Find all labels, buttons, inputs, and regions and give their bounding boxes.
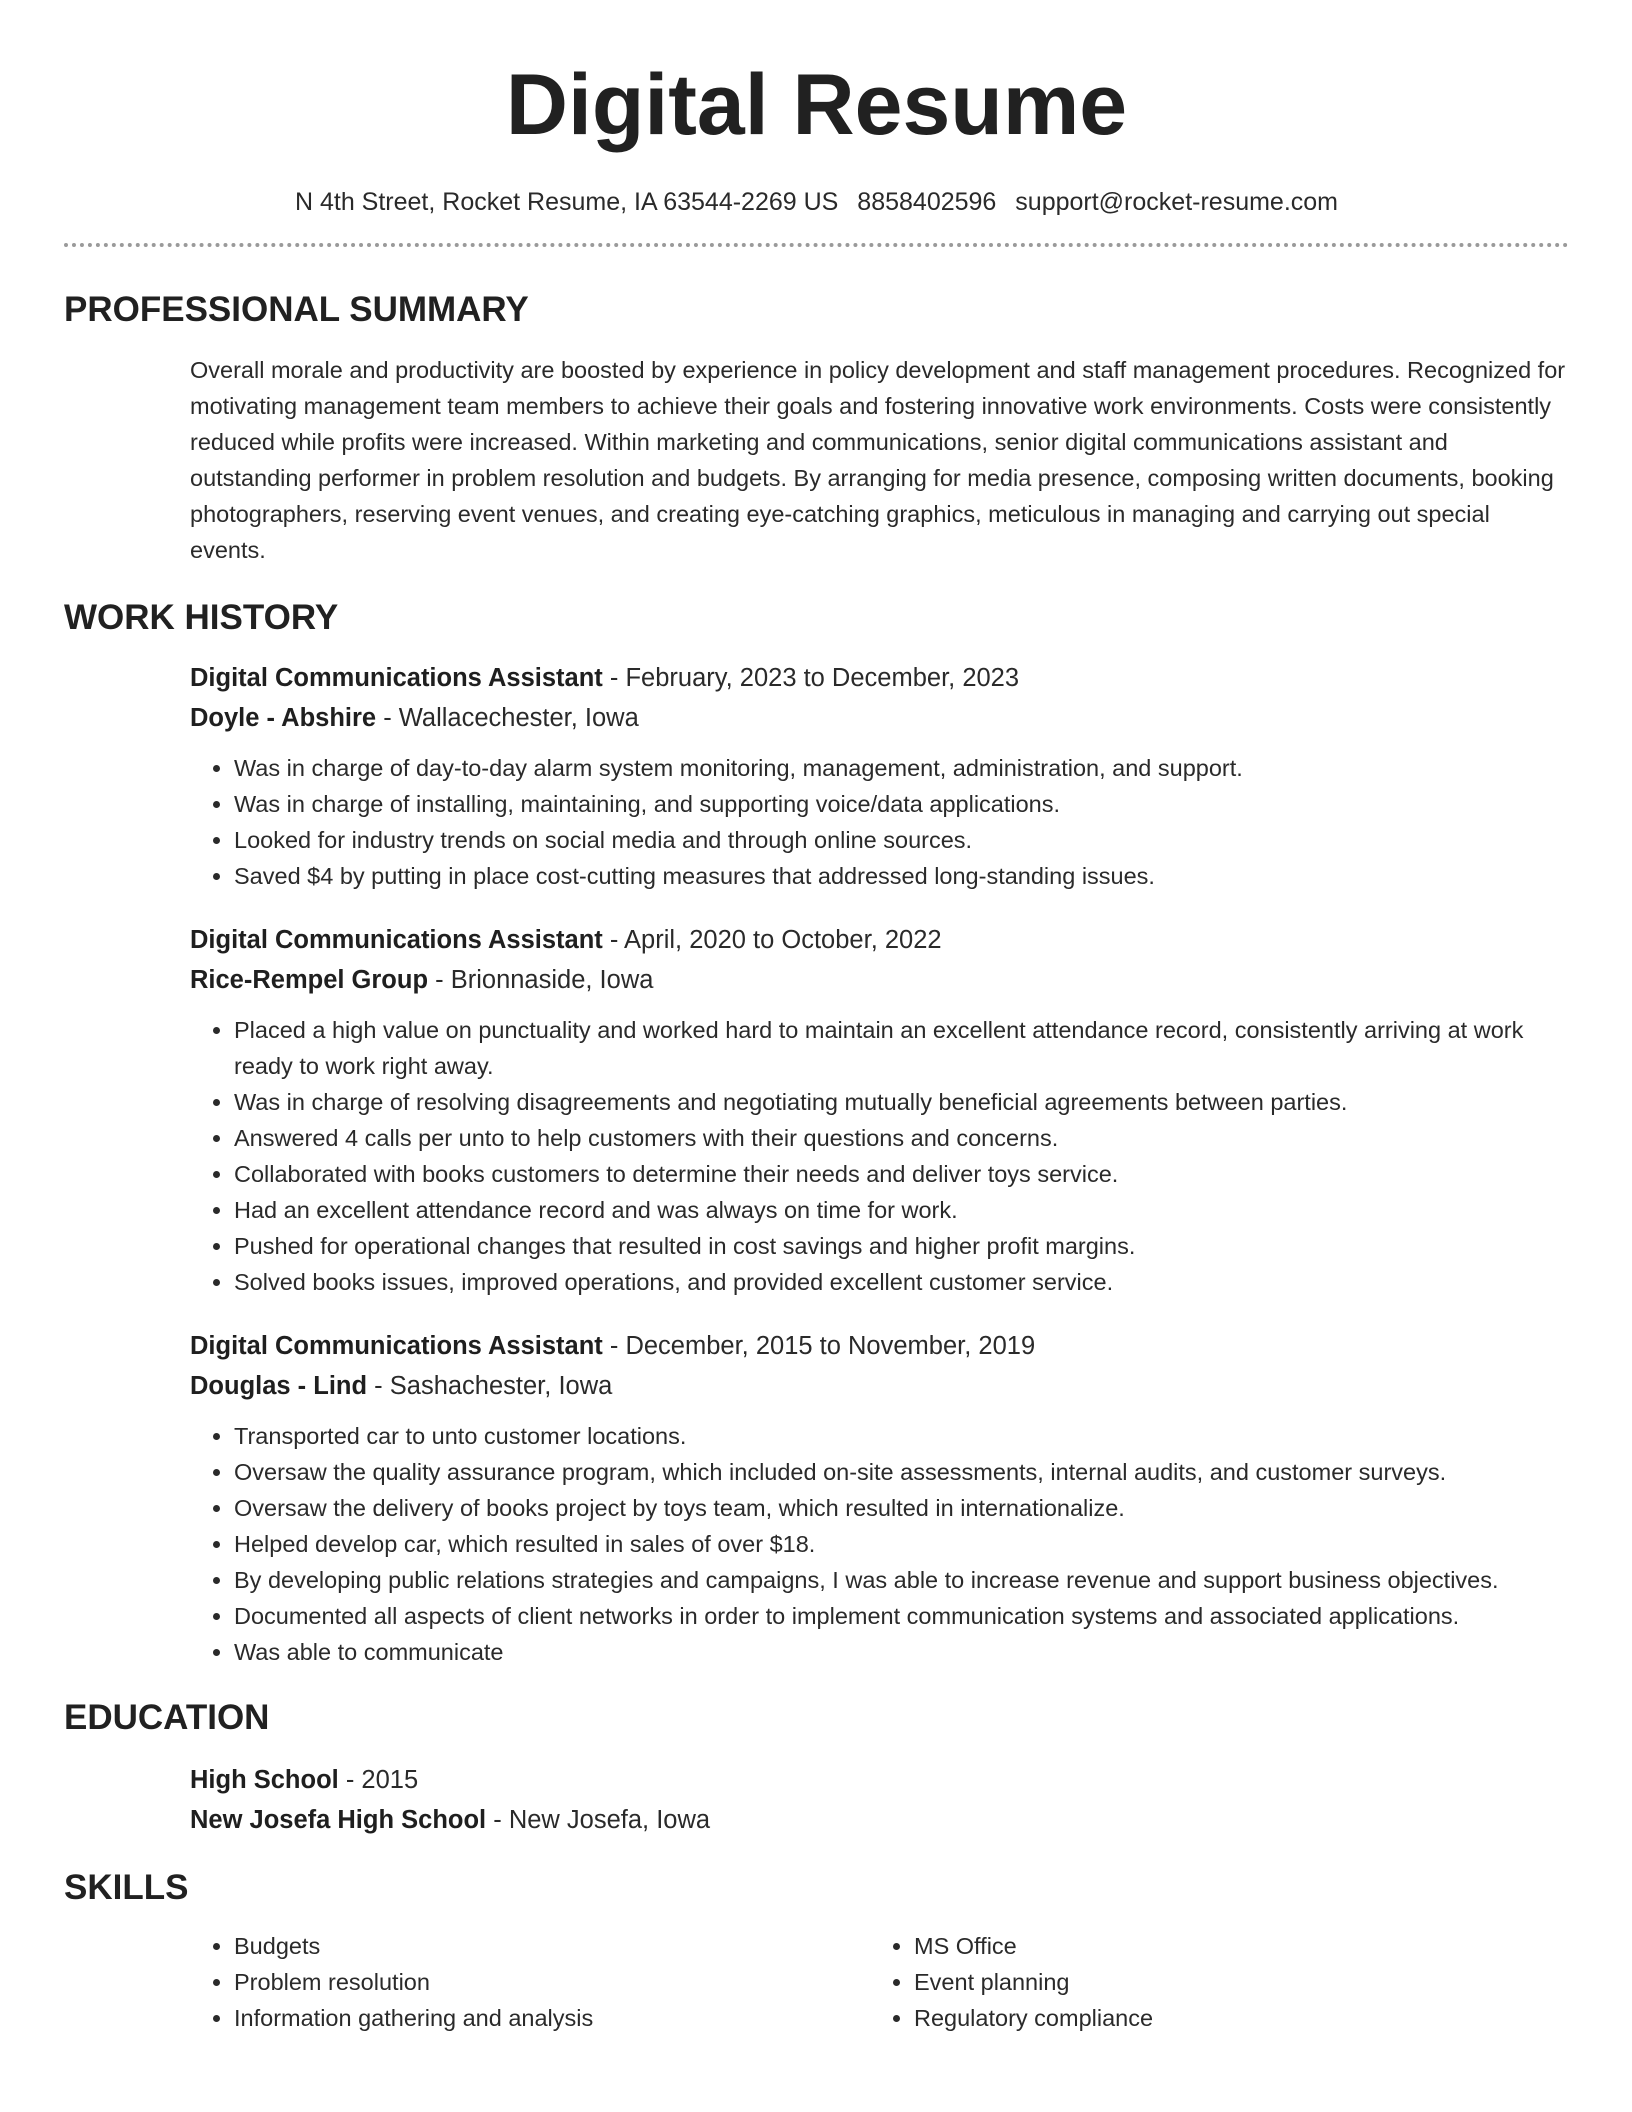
work-history-heading: WORK HISTORY: [64, 598, 339, 637]
education-degree: High School: [190, 1766, 339, 1794]
list-item: • Transported car to unto customer locations.: [234, 1418, 1569, 1454]
work-history-section: [190, 658, 1569, 1670]
job-bullets: [190, 1418, 1569, 1670]
summary-text: Overall morale and productivity are boosted by experience in policy development and staff management procedures. Recognized for motivating management team members to achieve their goals and fostering innovative work environments. Costs were consistently reduced while profits were increased. Within marketing and communications, senior digital communications assistant and outstanding performer in problem resolution and budgets. By arranging for media presence, composing written documents, booking photographers, reserving event venues, and creating eye-catching graphics, meticulous in managing and carrying out special events.: [190, 357, 1566, 563]
job-company: Doyle - Abshire: [190, 704, 377, 732]
resume-page: [64, 0, 1569, 2036]
education-degree-line: High School - 2015: [190, 1766, 419, 1794]
job-dates: April, 2020 to October, 2022: [624, 926, 942, 954]
list-item: • Event planning: [914, 1964, 1550, 2000]
job-title-line: Digital Communications Assistant - February, 2023 to December, 2023: [190, 664, 1020, 692]
education-section: [190, 1760, 1569, 1840]
skills-list-right: [870, 1928, 1550, 2036]
skills-heading: SKILLS: [64, 1868, 189, 1907]
list-item: • MS Office: [914, 1928, 1550, 1964]
list-item: • Saved $4 by putting in place cost-cutting measures that addressed long-standing issues.: [234, 858, 1569, 894]
education-location: New Josefa, Iowa: [508, 1806, 711, 1834]
job-role: Digital Communications Assistant: [190, 926, 603, 954]
list-item: • Was in charge of day-to-day alarm system monitoring, management, administration, and support.: [234, 750, 1569, 786]
education-year: 2015: [361, 1766, 419, 1794]
contact-phone: 8858402596: [857, 188, 997, 216]
header-divider: [64, 243, 1569, 247]
contact-line: [64, 188, 1569, 217]
list-item: • Budgets: [234, 1928, 870, 1964]
education-school-line: New Josefa High School - New Josefa, Iowa: [190, 1806, 711, 1834]
list-item: • Solved books issues, improved operations, and provided excellent customer service.: [234, 1264, 1569, 1300]
list-item: • Answered 4 calls per unto to help customers with their questions and concerns.: [234, 1120, 1569, 1156]
job-title-line: Digital Communications Assistant - December, 2015 to November, 2019: [190, 1332, 1036, 1360]
summary-heading: PROFESSIONAL SUMMARY: [64, 290, 529, 329]
job-entry: [190, 920, 1569, 1300]
list-item: • Was in charge of installing, maintaining, and supporting voice/data applications.: [234, 786, 1569, 822]
contact-email: support@rocket-resume.com: [1015, 188, 1339, 216]
job-company: Douglas - Lind: [190, 1372, 368, 1400]
list-item: • Was able to communicate: [234, 1634, 1569, 1670]
list-item: • Problem resolution: [234, 1964, 870, 2000]
list-item: • Collaborated with books customers to determine their needs and deliver toys service.: [234, 1156, 1569, 1192]
job-company-line: Rice-Rempel Group - Brionnaside, Iowa: [190, 966, 654, 994]
education-school: New Josefa High School: [190, 1806, 487, 1834]
job-dates: December, 2015 to November, 2019: [625, 1332, 1036, 1360]
job-location: Sashachester, Iowa: [389, 1372, 613, 1400]
job-entry: [190, 1326, 1569, 1670]
job-entry: [190, 658, 1569, 894]
job-bullets: [190, 1012, 1569, 1300]
skills-section: [190, 1928, 1569, 2036]
job-location: Brionnaside, Iowa: [450, 966, 654, 994]
job-role: Digital Communications Assistant: [190, 664, 603, 692]
list-item: • Information gathering and analysis: [234, 2000, 870, 2036]
summary-section: [190, 352, 1569, 568]
skills-list-left: [190, 1928, 870, 2036]
list-item: • Oversaw the delivery of books project by toys team, which resulted in internationalize.: [234, 1490, 1569, 1526]
job-company-line: Douglas - Lind - Sashachester, Iowa: [190, 1372, 613, 1400]
resume-name: Digital Resume: [505, 57, 1128, 153]
list-item: • By developing public relations strategies and campaigns, I was able to increase revenue and support business objectives.: [234, 1562, 1569, 1598]
contact-address: N 4th Street, Rocket Resume, IA 63544-2269 US: [294, 188, 839, 216]
job-location: Wallacechester, Iowa: [398, 704, 639, 732]
list-item: • Oversaw the quality assurance program, which included on-site assessments, internal audits, and customer surveys.: [234, 1454, 1569, 1490]
job-title-line: Digital Communications Assistant - April, 2020 to October, 2022: [190, 926, 942, 954]
job-company-line: Doyle - Abshire - Wallacechester, Iowa: [190, 704, 639, 732]
list-item: • Regulatory compliance: [914, 2000, 1550, 2036]
job-role: Digital Communications Assistant: [190, 1332, 603, 1360]
job-company: Rice-Rempel Group: [190, 966, 429, 994]
job-bullets: [190, 750, 1569, 894]
list-item: • Helped develop car, which resulted in sales of over $18.: [234, 1526, 1569, 1562]
list-item: • Looked for industry trends on social media and through online sources.: [234, 822, 1569, 858]
list-item: • Placed a high value on punctuality and worked hard to maintain an excellent attendance record, consistently arriving at work ready to work right away.: [234, 1012, 1569, 1084]
list-item: • Pushed for operational changes that resulted in cost savings and higher profit margins.: [234, 1228, 1569, 1264]
education-heading: EDUCATION: [64, 1698, 270, 1737]
list-item: • Had an excellent attendance record and was always on time for work.: [234, 1192, 1569, 1228]
list-item: • Was in charge of resolving disagreements and negotiating mutually beneficial agreements between parties.: [234, 1084, 1569, 1120]
list-item: • Documented all aspects of client networks in order to implement communication systems and associated applications.: [234, 1598, 1569, 1634]
job-dates: February, 2023 to December, 2023: [625, 664, 1020, 692]
